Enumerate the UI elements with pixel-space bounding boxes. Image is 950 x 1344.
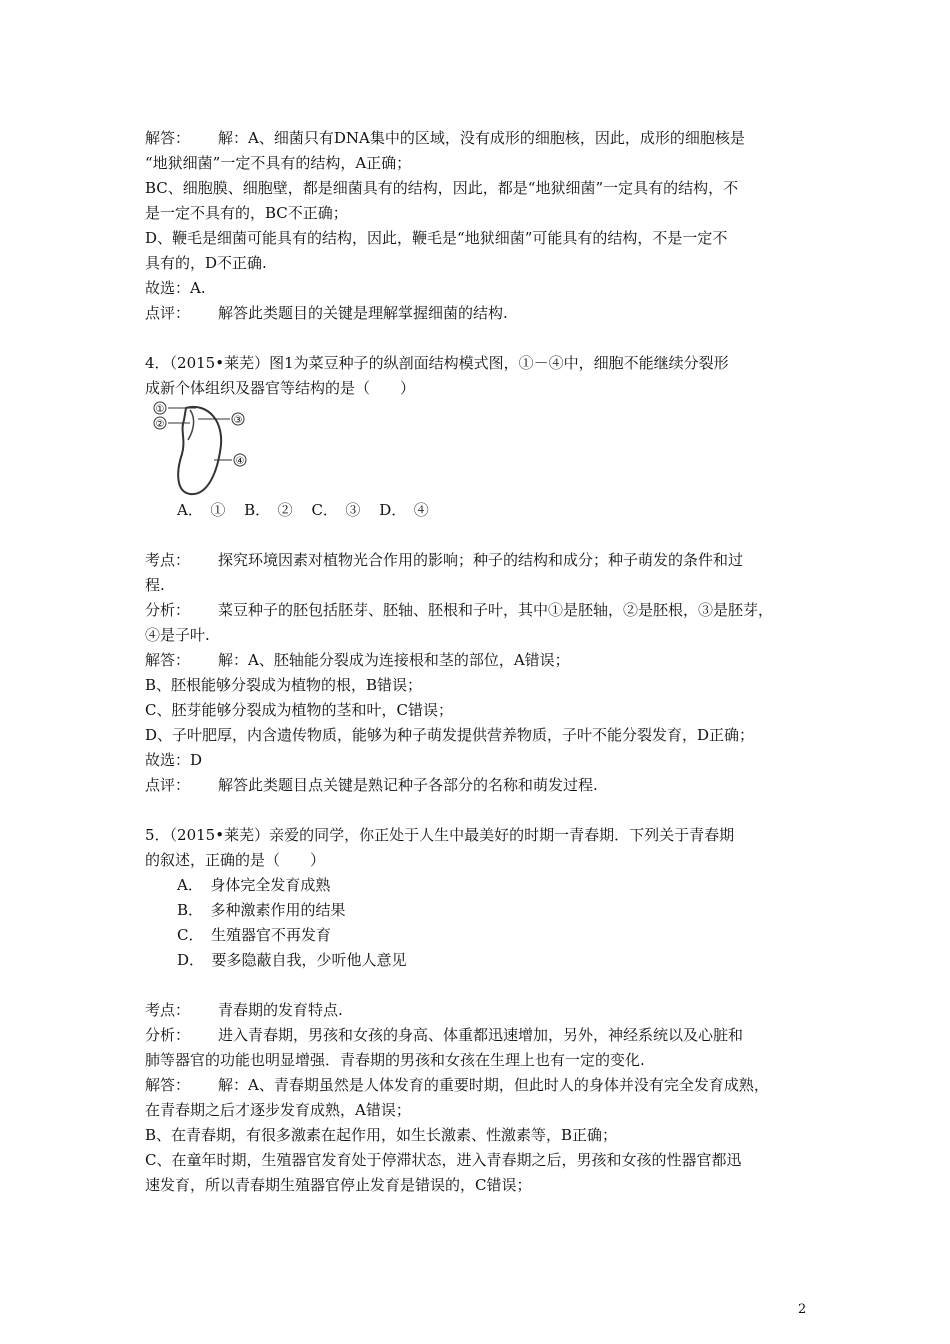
figure-label-4: ④ — [235, 456, 245, 467]
q3-answer-line-5: D、鞭毛是细菌可能具有的结构，因此，鞭毛是“地狱细菌”可能具有的结构，不是一定不 — [145, 229, 728, 247]
q4-comment: 点评： 解答此类题目点关键是熟记种子各部分的名称和萌发过程. — [145, 776, 598, 794]
q3-answer-line-3: BC、细胞膜、细胞壁，都是细菌具有的结构，因此，都是“地狱细菌”一定具有的结构，不 — [145, 179, 739, 197]
bean-seed-diagram — [150, 400, 250, 500]
q4-stem-line-1: 4．（2015•莱芜）图1为菜豆种子的纵剖面结构模式图，①－④中，细胞不能继续分裂形 — [145, 354, 729, 372]
q5-fenxi-line-2: 肺等器官的功能也明显增强．青春期的男孩和女孩在生理上也有一定的变化. — [145, 1051, 645, 1069]
q4-fenxi-line-2: ④是子叶. — [145, 626, 210, 644]
q5-answer-line-5: 速发育，所以青春期生殖器官停止发育是错误的，C错误； — [145, 1176, 532, 1194]
q5-answer-line-4: C、在童年时期，生殖器官发育处于停滞状态，进入青春期之后，男孩和女孩的性器官都迅 — [145, 1151, 742, 1169]
q3-comment: 点评： 解答此类题目的关键是理解掌握细菌的结构. — [145, 304, 508, 322]
figure-label-2: ② — [155, 419, 165, 430]
q5-stem-line-1: 5．（2015•莱芜）亲爱的同学，你正处于人生中最美好的时期一青春期．下列关于青春期 — [145, 826, 735, 844]
figure-label-3: ③ — [233, 415, 243, 426]
q4-answer-line-4: D、子叶肥厚，内含遗传物质，能够为种子萌发提供营养物质，子叶不能分裂发育，D正确； — [145, 726, 755, 744]
q5-choice-b: B． 多种激素作用的结果 — [177, 901, 346, 919]
q5-answer-line-3: B、在青春期，有很多激素在起作用，如生长激素、性激素等，B正确； — [145, 1126, 618, 1144]
page-number: 2 — [798, 1302, 807, 1317]
q4-answer-line-5: 故选：D — [145, 751, 203, 769]
q3-answer-line-2: “地狱细菌”一定不具有的结构，A正确； — [145, 154, 412, 172]
q4-choice-c: C． ③ — [311, 501, 361, 519]
q5-answer-line-1: 解答： 解：A、青春期虽然是人体发育的重要时期，但此时人的身体并没有完全发育成熟， — [145, 1076, 769, 1094]
q5-stem-line-2: 的叙述，正确的是（ ） — [145, 851, 326, 869]
q3-answer-line-4: 是一定不具有的，BC不正确； — [145, 204, 348, 222]
q3-answer-line-7: 故选：A. — [145, 279, 206, 297]
q4-choices — [177, 500, 443, 520]
q4-answer-line-2: B、胚根能够分裂成为植物的根，B错误； — [145, 676, 423, 694]
q5-choice-a: A． 身体完全发育成熟 — [177, 876, 331, 894]
q5-choice-c: C． 生殖器官不再发育 — [177, 926, 331, 944]
q5-kaodian: 考点： 青春期的发育特点. — [145, 1001, 343, 1019]
q5-fenxi: 分析： 进入青春期，男孩和女孩的身高、体重都迅速增加，另外，神经系统以及心脏和 — [145, 1026, 744, 1044]
seed-outline — [178, 407, 221, 494]
q3-answer-line-1: 解答： 解：A、细菌只有DNA集中的区域，没有成形的细胞核，因此，成形的细胞核是 — [145, 129, 745, 147]
q5-answer-line-2: 在青春期之后才逐步发育成熟，A错误； — [145, 1101, 411, 1119]
q5-choice-d: D． 要多隐蔽自我，少听他人意见 — [177, 951, 407, 969]
q4-answer-line-3: C、胚芽能够分裂成为植物的茎和叶，C错误； — [145, 701, 453, 719]
q4-choice-d: D． ④ — [379, 501, 429, 519]
figure-label-1: ① — [155, 404, 165, 415]
q4-answer-line-1: 解答： 解：A、胚轴能分裂成为连接根和茎的部位，A错误； — [145, 651, 570, 669]
q4-choice-b: B． ② — [244, 501, 293, 519]
embryo-curve — [188, 410, 194, 440]
q4-kaodian-line-2: 程. — [145, 576, 165, 594]
q4-choice-a: A． ① — [177, 501, 226, 519]
q3-answer-line-6: 具有的，D不正确. — [145, 254, 267, 272]
q4-fenxi: 分析： 菜豆种子的胚包括胚芽、胚轴、胚根和子叶，其中①是胚轴，②是胚根，③是胚芽， — [145, 601, 774, 619]
q4-kaodian: 考点： 探究环境因素对植物光合作用的影响；种子的结构和成分；种子萌发的条件和过 — [145, 551, 744, 569]
q4-stem-line-2: 成新个体组织及器官等结构的是（ ） — [145, 379, 416, 397]
